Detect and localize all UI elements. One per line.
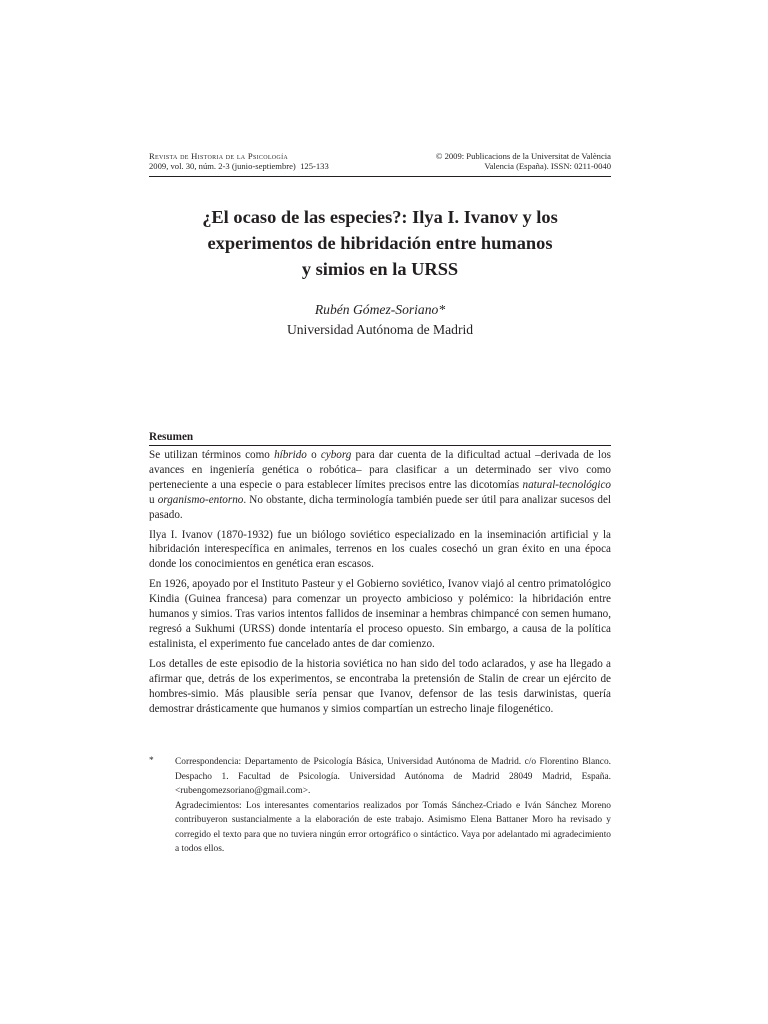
running-header bbox=[149, 151, 611, 171]
abstract-paragraph: En 1926, apoyado por el Instituto Pasteur y el Gobierno soviético, Ivanov viajó al centro primatológico Kindia (Guinea francesa) para comenzar un proyecto ambicioso y polémico: la hibridación entre humanos y simios. Tras varios intentos fallidos de inseminar a hembras chimpancé con semen humano, regresó a Sukhumi (URSS) donde intentaría el proceso opuesto. Sin embargo, a causa de la política estalinista, el experimento fue cancelado antes de dar comienzo. bbox=[149, 578, 611, 650]
abstract-text: para dar cuenta de la dificultad actual –derivada de los avances en ingeniería genética o robótica– para clasificar a un determinado ser vivo como perteneciente a una especie o para establecer límites precisos entre las dicotomías bbox=[149, 449, 611, 491]
abstract-text: . No obstante, dicha terminología también puede ser útil para analizar sucesos del pasado. bbox=[149, 493, 612, 521]
title-line: y simios en la URSS bbox=[301, 259, 459, 279]
abstract-body bbox=[149, 448, 611, 721]
author-name: Rubén Gómez-Soriano* bbox=[314, 302, 446, 317]
article-title bbox=[149, 204, 611, 282]
title-line: ¿El ocaso de las especies?: Ilya I. Ivanov y los bbox=[202, 207, 558, 227]
abstract-paragraph: Los detalles de este episodio de la historia soviética no han sido del todo aclarados, y ase ha llegado a afirmar que, detrás de los experimentos, se encontraba la pretensión de Stalin de crear un ejército de hombres-simio. Más plausible sería pensar que Ivanov, defensor de las tesis darwinistas, quería demostrar drásticamente que humanos y simios compartían un estrecho linaje filogenético. bbox=[149, 657, 611, 715]
volume-info bbox=[149, 161, 329, 171]
abstract-text: Se utilizan términos como bbox=[149, 449, 275, 461]
abstract-paragraph: Ilya I. Ivanov (1870-1932) fue un biólogo soviético especializado en la inseminación artificial y la hibridación interespecífica en animales, terrenos en los cuales cosechó un gran éxito en una época donde los conocimientos en genética eran escasos. bbox=[149, 528, 611, 571]
footnote bbox=[149, 755, 611, 857]
footnote-correspondence: Correspondencia: Departamento de Psicología Básica, Universidad Autónoma de Madrid. c/o Florentino Blanco. Despacho 1. Facultad de Psicología. Universidad Autónoma de Madrid 28049 Madrid, España. <rubengomezsoriano@gmail.com>. bbox=[175, 757, 611, 796]
abstract-term: cyborg bbox=[320, 449, 352, 461]
abstract-term: natural-tecnológico bbox=[522, 478, 611, 491]
abstract-paragraph bbox=[149, 448, 611, 523]
abstract-rule bbox=[149, 445, 611, 446]
title-line: experimentos de hibridación entre humanos bbox=[207, 233, 553, 253]
footnote-acknowledgements: Agradecimientos: Los interesantes comentarios realizados por Tomás Sánchez-Criado e Iván Sánchez Moreno contribuyeron sustancialmente a la elaboración de este trabajo. Asimismo Elena Battaner Moro ha revisado y corregido el texto para que no tuviera ningún error ortográfico o sintáctico. Vaya por adelantado mi agradecimiento a todos ellos. bbox=[175, 800, 611, 854]
abstract-term: híbrido bbox=[274, 449, 307, 461]
header-rule bbox=[149, 176, 611, 177]
page-range: 125-133 bbox=[300, 161, 329, 171]
abstract-text: u bbox=[149, 493, 158, 506]
author-affiliation: Universidad Autónoma de Madrid bbox=[286, 322, 474, 337]
footnote-mark: * bbox=[149, 756, 154, 766]
abstract-text: o bbox=[306, 449, 321, 461]
footnote-body bbox=[175, 755, 611, 857]
abstract-heading: Resumen bbox=[149, 431, 194, 443]
abstract-term: organismo-entorno bbox=[157, 493, 244, 506]
volume-issue: 2009, vol. 30, núm. 2-3 (junio-septiembre) bbox=[149, 161, 296, 171]
location-issn: Valencia (España). ISSN: 0211-0040 bbox=[484, 161, 611, 171]
journal-name: Revista de Historia de la Psicología bbox=[149, 151, 288, 161]
copyright-line: © 2009: Publicacions de la Universitat de València bbox=[435, 151, 611, 161]
